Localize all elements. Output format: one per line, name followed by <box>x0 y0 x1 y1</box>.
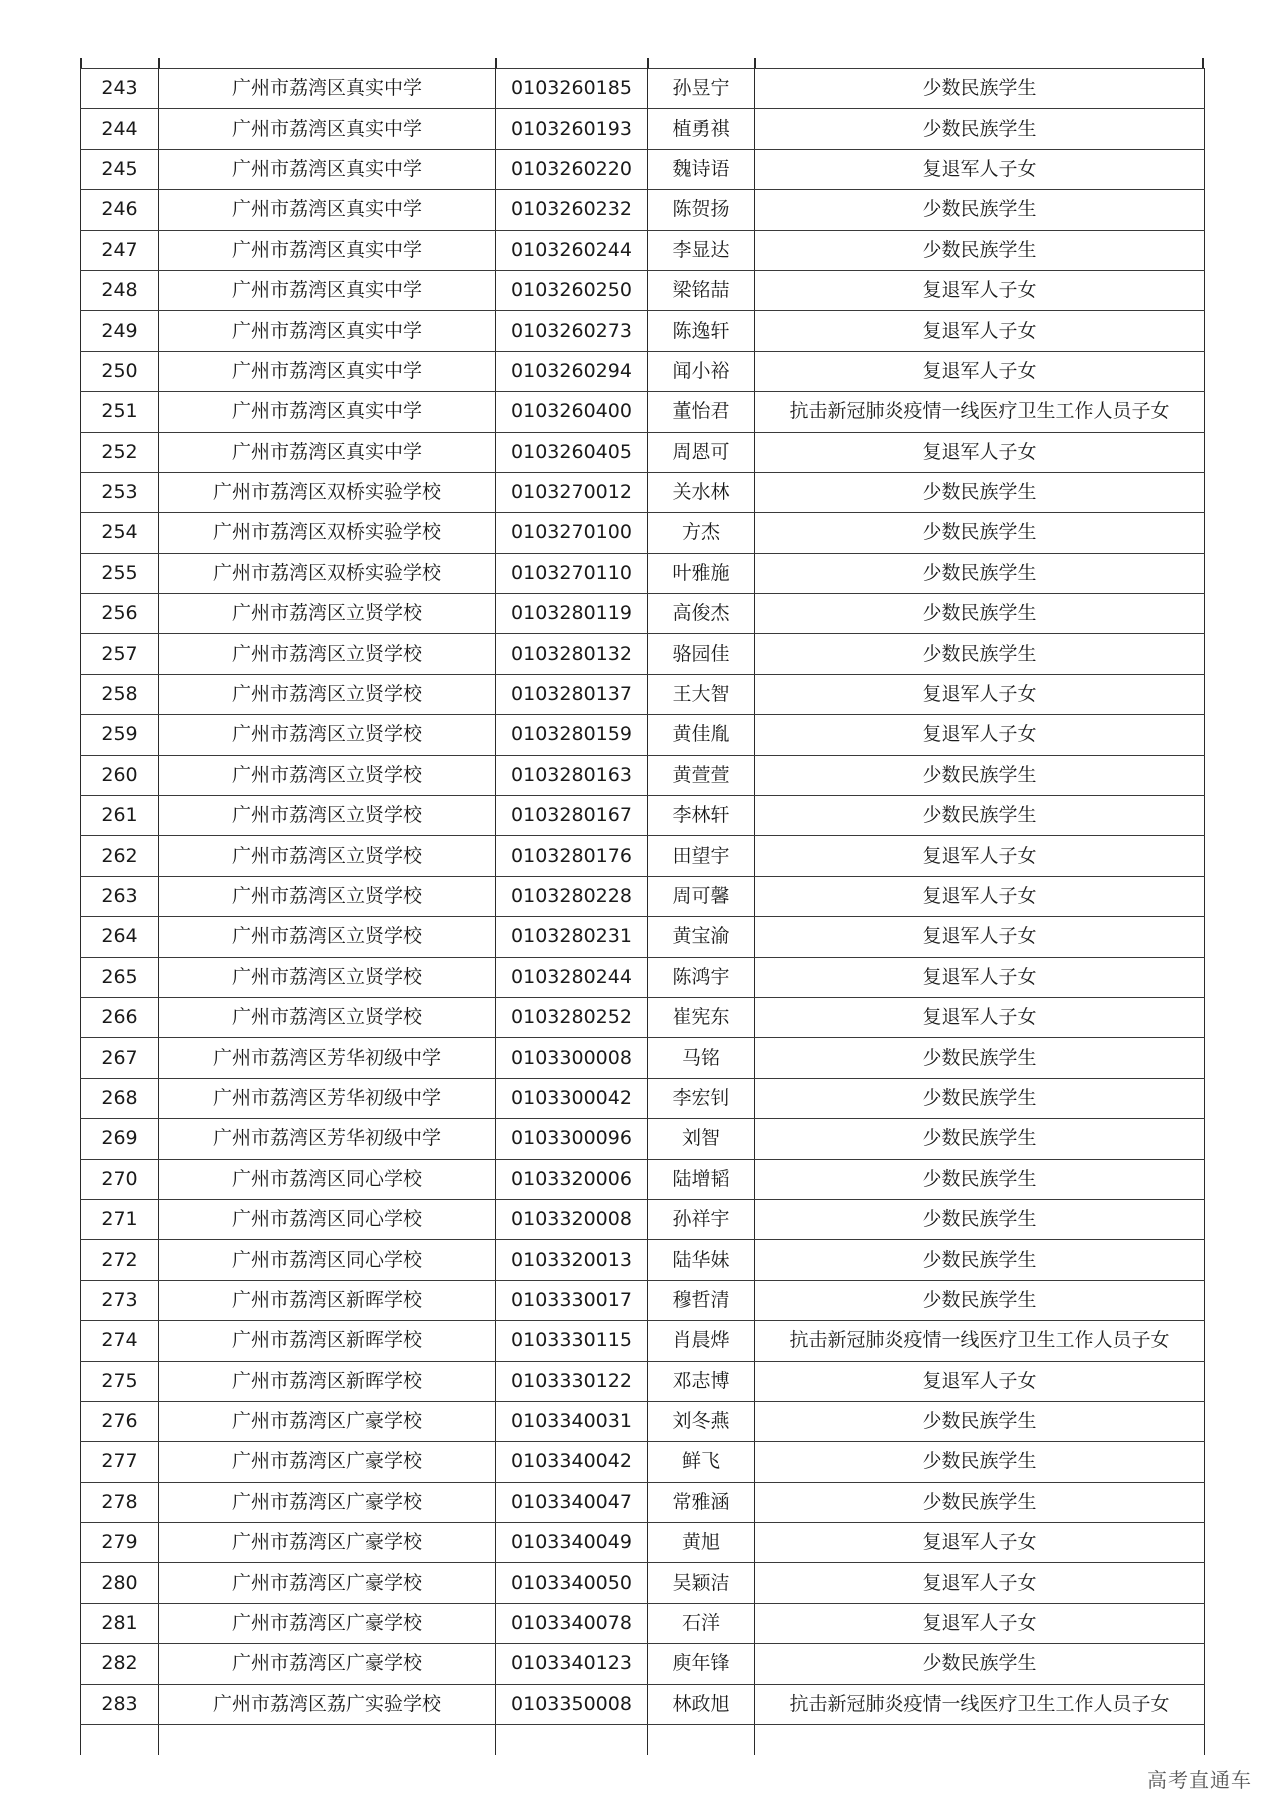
cell-school: 广州市荔湾区立贤学校 <box>159 634 496 674</box>
cell-exam-id: 0103330115 <box>496 1321 648 1361</box>
cell-exam-id: 0103260220 <box>496 149 648 189</box>
table-row <box>81 1078 1205 1118</box>
cell-exam-id: 0103320008 <box>496 1199 648 1239</box>
cell-student-name: 骆园佳 <box>648 634 755 674</box>
cell-student-name: 方杰 <box>648 513 755 553</box>
cell-school: 广州市荔湾区广豪学校 <box>159 1401 496 1441</box>
cell-school: 广州市荔湾区立贤学校 <box>159 997 496 1037</box>
cell-student-name: 陆华妹 <box>648 1240 755 1280</box>
cell-student-name: 林政旭 <box>648 1684 755 1724</box>
cell-school: 广州市荔湾区立贤学校 <box>159 755 496 795</box>
cell-student-name: 穆哲清 <box>648 1280 755 1320</box>
cell-school: 广州市荔湾区立贤学校 <box>159 957 496 997</box>
cell-student-name: 马铭 <box>648 1038 755 1078</box>
roster-table-body <box>81 69 1205 1756</box>
cell-number: 259 <box>81 715 159 755</box>
cell-school: 广州市荔湾区同心学校 <box>159 1199 496 1239</box>
cell-exam-id: 0103260250 <box>496 270 648 310</box>
cell-category: 复退军人子女 <box>755 270 1205 310</box>
cell-category: 复退军人子女 <box>755 1603 1205 1643</box>
cell-student-name: 常雅涵 <box>648 1482 755 1522</box>
cell-exam-id: 0103260244 <box>496 230 648 270</box>
table-row <box>81 190 1205 230</box>
cell-number: 283 <box>81 1684 159 1724</box>
cell-exam-id: 0103340049 <box>496 1523 648 1563</box>
cell-student-name: 陈贺扬 <box>648 190 755 230</box>
cell-exam-id: 0103270100 <box>496 513 648 553</box>
cell-number: 250 <box>81 351 159 391</box>
table-row <box>81 674 1205 714</box>
cell-category: 抗击新冠肺炎疫情一线医疗卫生工作人员子女 <box>755 392 1205 432</box>
empty-cell <box>496 1725 648 1756</box>
cell-exam-id: 0103300096 <box>496 1119 648 1159</box>
cell-school: 广州市荔湾区真实中学 <box>159 351 496 391</box>
table-row <box>81 1563 1205 1603</box>
cell-number: 260 <box>81 755 159 795</box>
cell-category: 少数民族学生 <box>755 1644 1205 1684</box>
cell-exam-id: 0103260400 <box>496 392 648 432</box>
table-row <box>81 1523 1205 1563</box>
cell-school: 广州市荔湾区广豪学校 <box>159 1442 496 1482</box>
cell-student-name: 黄宝渝 <box>648 917 755 957</box>
cell-exam-id: 0103300008 <box>496 1038 648 1078</box>
cell-exam-id: 0103330122 <box>496 1361 648 1401</box>
cell-category: 少数民族学生 <box>755 1401 1205 1441</box>
cell-category: 少数民族学生 <box>755 1442 1205 1482</box>
watermark-text: 高考直通车 <box>1147 1768 1252 1792</box>
cell-student-name: 植勇祺 <box>648 109 755 149</box>
cell-category: 复退军人子女 <box>755 997 1205 1037</box>
table-row <box>81 1482 1205 1522</box>
cell-student-name: 李宏钊 <box>648 1078 755 1118</box>
cell-category: 复退军人子女 <box>755 1523 1205 1563</box>
cell-number: 264 <box>81 917 159 957</box>
cell-number: 279 <box>81 1523 159 1563</box>
table-row <box>81 634 1205 674</box>
cell-student-name: 崔宪东 <box>648 997 755 1037</box>
cell-category: 少数民族学生 <box>755 472 1205 512</box>
table-row <box>81 715 1205 755</box>
cell-exam-id: 0103280252 <box>496 997 648 1037</box>
cell-category: 少数民族学生 <box>755 594 1205 634</box>
cell-exam-id: 0103280228 <box>496 876 648 916</box>
cell-category: 复退军人子女 <box>755 149 1205 189</box>
cell-number: 280 <box>81 1563 159 1603</box>
cell-student-name: 刘智 <box>648 1119 755 1159</box>
cell-exam-id: 0103260405 <box>496 432 648 472</box>
table-row <box>81 1442 1205 1482</box>
cell-number: 281 <box>81 1603 159 1643</box>
cell-school: 广州市荔湾区芳华初级中学 <box>159 1119 496 1159</box>
cell-category: 少数民族学生 <box>755 553 1205 593</box>
cell-category: 少数民族学生 <box>755 1159 1205 1199</box>
cell-number: 253 <box>81 472 159 512</box>
cell-student-name: 周恩可 <box>648 432 755 472</box>
cell-student-name: 黄萱萱 <box>648 755 755 795</box>
cell-exam-id: 0103260185 <box>496 69 648 109</box>
cell-school: 广州市荔湾区芳华初级中学 <box>159 1038 496 1078</box>
cell-number: 248 <box>81 270 159 310</box>
table-row <box>81 69 1205 109</box>
cell-category: 少数民族学生 <box>755 513 1205 553</box>
cell-school: 广州市荔湾区真实中学 <box>159 311 496 351</box>
cell-number: 247 <box>81 230 159 270</box>
table-row <box>81 472 1205 512</box>
cell-school: 广州市荔湾区真实中学 <box>159 432 496 472</box>
cell-student-name: 邓志博 <box>648 1361 755 1401</box>
cell-exam-id: 0103340123 <box>496 1644 648 1684</box>
cell-category: 少数民族学生 <box>755 190 1205 230</box>
cell-exam-id: 0103340031 <box>496 1401 648 1441</box>
cell-school: 广州市荔湾区双桥实验学校 <box>159 513 496 553</box>
cell-exam-id: 0103320006 <box>496 1159 648 1199</box>
table-row <box>81 1159 1205 1199</box>
cell-exam-id: 0103340050 <box>496 1563 648 1603</box>
cell-exam-id: 0103270012 <box>496 472 648 512</box>
cell-exam-id: 0103280119 <box>496 594 648 634</box>
table-row <box>81 553 1205 593</box>
cell-exam-id: 0103300042 <box>496 1078 648 1118</box>
cell-category: 少数民族学生 <box>755 1038 1205 1078</box>
table-row <box>81 1038 1205 1078</box>
cell-student-name: 李林轩 <box>648 796 755 836</box>
cell-student-name: 周可馨 <box>648 876 755 916</box>
cell-number: 244 <box>81 109 159 149</box>
cell-exam-id: 0103270110 <box>496 553 648 593</box>
empty-cell <box>81 1725 159 1756</box>
table-row <box>81 1280 1205 1320</box>
cell-category: 少数民族学生 <box>755 1119 1205 1159</box>
cell-category: 复退军人子女 <box>755 917 1205 957</box>
cell-school: 广州市荔湾区广豪学校 <box>159 1563 496 1603</box>
cell-number: 278 <box>81 1482 159 1522</box>
cell-school: 广州市荔湾区广豪学校 <box>159 1603 496 1643</box>
cell-number: 256 <box>81 594 159 634</box>
cell-school: 广州市荔湾区立贤学校 <box>159 796 496 836</box>
cell-student-name: 吴颖洁 <box>648 1563 755 1603</box>
cell-school: 广州市荔湾区真实中学 <box>159 190 496 230</box>
cell-number: 268 <box>81 1078 159 1118</box>
cell-school: 广州市荔湾区广豪学校 <box>159 1482 496 1522</box>
cell-number: 261 <box>81 796 159 836</box>
cell-exam-id: 0103260232 <box>496 190 648 230</box>
cell-category: 少数民族学生 <box>755 1280 1205 1320</box>
table-row <box>81 1684 1205 1724</box>
cell-category: 少数民族学生 <box>755 109 1205 149</box>
cell-student-name: 陈鸿宇 <box>648 957 755 997</box>
table-row <box>81 109 1205 149</box>
cell-exam-id: 0103280159 <box>496 715 648 755</box>
table-row <box>81 1240 1205 1280</box>
table-row <box>81 1644 1205 1684</box>
table-row <box>81 755 1205 795</box>
cell-student-name: 王大智 <box>648 674 755 714</box>
empty-cell <box>755 1725 1205 1756</box>
cell-school: 广州市荔湾区真实中学 <box>159 149 496 189</box>
cell-student-name: 孙昱宁 <box>648 69 755 109</box>
table-row <box>81 311 1205 351</box>
cell-school: 广州市荔湾区立贤学校 <box>159 917 496 957</box>
cell-number: 262 <box>81 836 159 876</box>
cell-school: 广州市荔湾区新晖学校 <box>159 1321 496 1361</box>
cell-number: 254 <box>81 513 159 553</box>
cell-number: 249 <box>81 311 159 351</box>
cell-school: 广州市荔湾区立贤学校 <box>159 715 496 755</box>
cell-number: 266 <box>81 997 159 1037</box>
cell-school: 广州市荔湾区新晖学校 <box>159 1280 496 1320</box>
cell-school: 广州市荔湾区新晖学校 <box>159 1361 496 1401</box>
cell-school: 广州市荔湾区真实中学 <box>159 69 496 109</box>
cell-number: 243 <box>81 69 159 109</box>
table-row <box>81 836 1205 876</box>
table-row <box>81 957 1205 997</box>
cell-student-name: 高俊杰 <box>648 594 755 634</box>
cell-category: 少数民族学生 <box>755 796 1205 836</box>
cell-category: 少数民族学生 <box>755 230 1205 270</box>
cell-number: 272 <box>81 1240 159 1280</box>
cell-category: 少数民族学生 <box>755 634 1205 674</box>
cell-exam-id: 0103280167 <box>496 796 648 836</box>
cell-category: 少数民族学生 <box>755 69 1205 109</box>
table-row <box>81 230 1205 270</box>
cell-school: 广州市荔湾区双桥实验学校 <box>159 553 496 593</box>
cell-category: 少数民族学生 <box>755 1482 1205 1522</box>
cell-number: 263 <box>81 876 159 916</box>
cell-category: 复退军人子女 <box>755 1563 1205 1603</box>
cell-exam-id: 0103330017 <box>496 1280 648 1320</box>
cell-category: 复退军人子女 <box>755 311 1205 351</box>
cell-school: 广州市荔湾区立贤学校 <box>159 674 496 714</box>
cell-number: 273 <box>81 1280 159 1320</box>
cell-school: 广州市荔湾区荔广实验学校 <box>159 1684 496 1724</box>
cell-number: 252 <box>81 432 159 472</box>
cell-category: 复退军人子女 <box>755 432 1205 472</box>
table-row <box>81 432 1205 472</box>
table-row <box>81 270 1205 310</box>
cell-student-name: 董怡君 <box>648 392 755 432</box>
cell-school: 广州市荔湾区芳华初级中学 <box>159 1078 496 1118</box>
table-row <box>81 1119 1205 1159</box>
cell-category: 复退军人子女 <box>755 674 1205 714</box>
cell-exam-id: 0103280176 <box>496 836 648 876</box>
cell-category: 少数民族学生 <box>755 1240 1205 1280</box>
cell-category: 少数民族学生 <box>755 1199 1205 1239</box>
cell-category: 抗击新冠肺炎疫情一线医疗卫生工作人员子女 <box>755 1321 1205 1361</box>
cell-school: 广州市荔湾区真实中学 <box>159 230 496 270</box>
cell-number: 282 <box>81 1644 159 1684</box>
cell-exam-id: 0103260273 <box>496 311 648 351</box>
cell-school: 广州市荔湾区真实中学 <box>159 109 496 149</box>
table-row <box>81 796 1205 836</box>
table-row <box>81 513 1205 553</box>
table-row <box>81 876 1205 916</box>
table-row <box>81 917 1205 957</box>
table-row <box>81 351 1205 391</box>
cell-exam-id: 0103280244 <box>496 957 648 997</box>
cell-school: 广州市荔湾区同心学校 <box>159 1159 496 1199</box>
cell-number: 251 <box>81 392 159 432</box>
table-row <box>81 1199 1205 1239</box>
cell-category: 少数民族学生 <box>755 1078 1205 1118</box>
cell-number: 245 <box>81 149 159 189</box>
table-row <box>81 1401 1205 1441</box>
cell-school: 广州市荔湾区立贤学校 <box>159 594 496 634</box>
table-top-stubs <box>80 58 1204 68</box>
cell-student-name: 关水林 <box>648 472 755 512</box>
cell-exam-id: 0103260193 <box>496 109 648 149</box>
cell-number: 246 <box>81 190 159 230</box>
cell-number: 265 <box>81 957 159 997</box>
cell-number: 270 <box>81 1159 159 1199</box>
cell-student-name: 李显达 <box>648 230 755 270</box>
cell-number: 275 <box>81 1361 159 1401</box>
cell-category: 复退军人子女 <box>755 351 1205 391</box>
cell-exam-id: 0103340078 <box>496 1603 648 1643</box>
cell-exam-id: 0103340047 <box>496 1482 648 1522</box>
cell-category: 复退军人子女 <box>755 715 1205 755</box>
cell-student-name: 梁铭喆 <box>648 270 755 310</box>
cell-student-name: 闻小裕 <box>648 351 755 391</box>
cell-student-name: 陈逸轩 <box>648 311 755 351</box>
cell-student-name: 鲜飞 <box>648 1442 755 1482</box>
cell-exam-id: 0103280137 <box>496 674 648 714</box>
cell-student-name: 黄佳胤 <box>648 715 755 755</box>
cell-number: 255 <box>81 553 159 593</box>
cell-exam-id: 0103280132 <box>496 634 648 674</box>
cell-number: 271 <box>81 1199 159 1239</box>
table-row <box>81 392 1205 432</box>
cell-category: 复退军人子女 <box>755 876 1205 916</box>
cell-student-name: 孙祥宇 <box>648 1199 755 1239</box>
cell-school: 广州市荔湾区双桥实验学校 <box>159 472 496 512</box>
cell-number: 276 <box>81 1401 159 1441</box>
cell-exam-id: 0103350008 <box>496 1684 648 1724</box>
table-row <box>81 594 1205 634</box>
cell-student-name: 石洋 <box>648 1603 755 1643</box>
roster-table <box>80 68 1205 1755</box>
cell-school: 广州市荔湾区同心学校 <box>159 1240 496 1280</box>
cell-category: 抗击新冠肺炎疫情一线医疗卫生工作人员子女 <box>755 1684 1205 1724</box>
empty-cell <box>159 1725 496 1756</box>
cell-category: 复退军人子女 <box>755 1361 1205 1401</box>
cell-exam-id: 0103260294 <box>496 351 648 391</box>
cell-student-name: 庾年锋 <box>648 1644 755 1684</box>
cell-number: 274 <box>81 1321 159 1361</box>
cell-number: 258 <box>81 674 159 714</box>
cell-category: 少数民族学生 <box>755 755 1205 795</box>
cell-student-name: 肖晨烨 <box>648 1321 755 1361</box>
cell-school: 广州市荔湾区真实中学 <box>159 392 496 432</box>
empty-cell <box>648 1725 755 1756</box>
table-row <box>81 149 1205 189</box>
table-row-continuation <box>81 1725 1205 1756</box>
table-row <box>81 1361 1205 1401</box>
cell-school: 广州市荔湾区真实中学 <box>159 270 496 310</box>
cell-number: 257 <box>81 634 159 674</box>
cell-school: 广州市荔湾区广豪学校 <box>159 1523 496 1563</box>
cell-exam-id: 0103340042 <box>496 1442 648 1482</box>
cell-category: 复退军人子女 <box>755 836 1205 876</box>
table-row <box>81 1321 1205 1361</box>
cell-student-name: 陆增韬 <box>648 1159 755 1199</box>
cell-student-name: 刘冬燕 <box>648 1401 755 1441</box>
cell-school: 广州市荔湾区立贤学校 <box>159 836 496 876</box>
table-row <box>81 1603 1205 1643</box>
cell-student-name: 田望宇 <box>648 836 755 876</box>
cell-number: 267 <box>81 1038 159 1078</box>
cell-school: 广州市荔湾区立贤学校 <box>159 876 496 916</box>
cell-school: 广州市荔湾区广豪学校 <box>159 1644 496 1684</box>
cell-number: 277 <box>81 1442 159 1482</box>
table-row <box>81 997 1205 1037</box>
cell-student-name: 黄旭 <box>648 1523 755 1563</box>
cell-student-name: 叶雅施 <box>648 553 755 593</box>
cell-number: 269 <box>81 1119 159 1159</box>
cell-student-name: 魏诗语 <box>648 149 755 189</box>
cell-exam-id: 0103280163 <box>496 755 648 795</box>
cell-exam-id: 0103320013 <box>496 1240 648 1280</box>
cell-exam-id: 0103280231 <box>496 917 648 957</box>
cell-category: 复退军人子女 <box>755 957 1205 997</box>
